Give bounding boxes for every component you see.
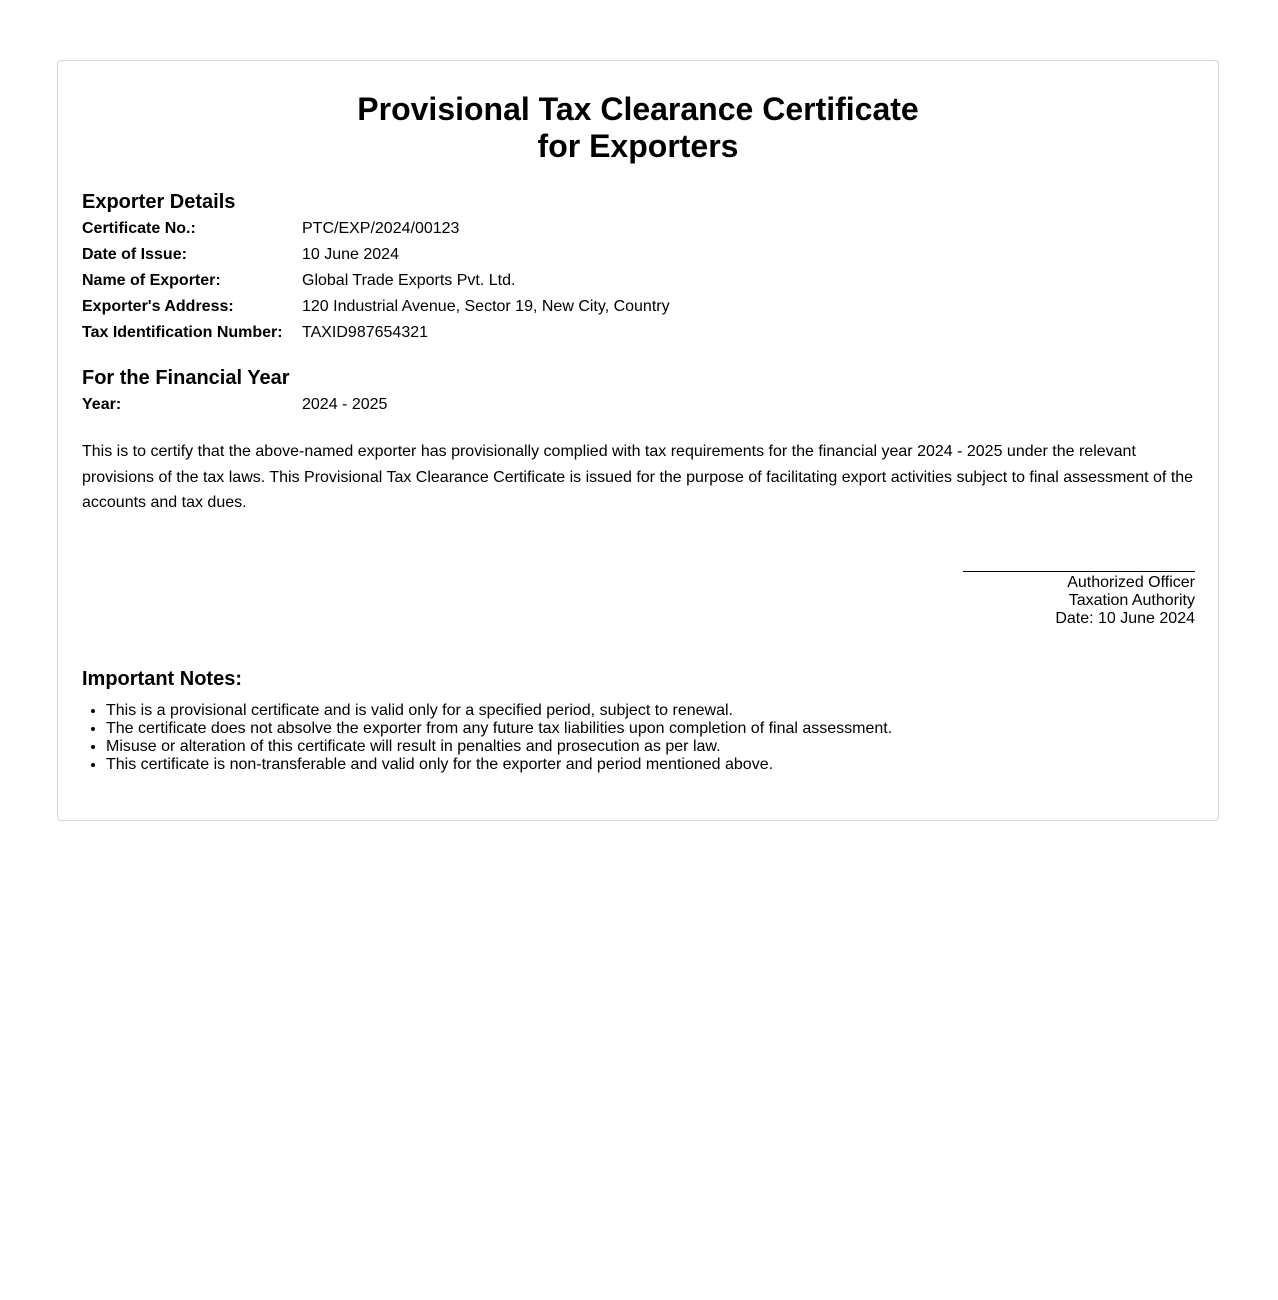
field-year: [82, 392, 1182, 418]
financial-year-heading: For the Financial Year: [82, 367, 290, 389]
field-label: Year:: [82, 396, 122, 413]
list-item: • Misuse or alteration of this certificate will result in penalties and prosecution as per law.: [106, 738, 1206, 756]
signature-block: [963, 571, 1195, 628]
notes-list: [82, 702, 1206, 774]
field-value: Global Trade Exports Pvt. Ltd.: [302, 272, 516, 289]
certificate-title: [58, 91, 1218, 165]
exporter-details-heading: Exporter Details: [82, 191, 236, 213]
field-label: Name of Exporter:: [82, 272, 221, 289]
field-value: TAXID987654321: [302, 324, 429, 341]
list-item: • This is a provisional certificate and is valid only for a specified period, subject to renewal.: [106, 702, 1206, 720]
field-label: Date of Issue:: [82, 246, 187, 263]
list-item: • The certificate does not absolve the exporter from any future tax liabilities upon completion of final assessment.: [106, 720, 1206, 738]
important-notes-heading: Important Notes:: [82, 668, 242, 690]
field-label: Tax Identification Number:: [82, 324, 283, 341]
field-value: 10 June 2024: [302, 246, 399, 263]
field-certificate-no: [82, 216, 1182, 242]
signature-line: [963, 571, 1195, 572]
signature-date: Date: 10 June 2024: [1055, 610, 1195, 627]
list-item: • This certificate is non-transferable and valid only for the exporter and period mentioned above.: [106, 756, 1206, 774]
field-value: 2024 - 2025: [302, 396, 388, 413]
field-label: Exporter's Address:: [82, 298, 234, 315]
certification-statement: This is to certify that the above-named exporter has provisionally complied with tax requirements for the financial year 2024 - 2025 under the relevant provisions of the tax laws. This Provisional Tax Clearance Certificate is issued for the purpose of facilitating export activities subject to final assessment of the accounts and tax dues.: [82, 443, 1194, 511]
title-line-2: for Exporters: [537, 128, 739, 164]
field-value: PTC/EXP/2024/00123: [302, 220, 460, 237]
field-exporter-name: [82, 268, 1182, 294]
field-label: Certificate No.:: [82, 220, 196, 237]
title-line-1: Provisional Tax Clearance Certificate: [357, 91, 919, 127]
field-tax-id: [82, 320, 1182, 346]
certificate-card: [57, 60, 1219, 821]
signature-authority: Taxation Authority: [1068, 592, 1195, 609]
field-date-of-issue: [82, 242, 1182, 268]
field-exporter-address: [82, 294, 1182, 320]
field-value: 120 Industrial Avenue, Sector 19, New City, Country: [302, 298, 670, 315]
signature-officer: Authorized Officer: [1067, 574, 1195, 591]
